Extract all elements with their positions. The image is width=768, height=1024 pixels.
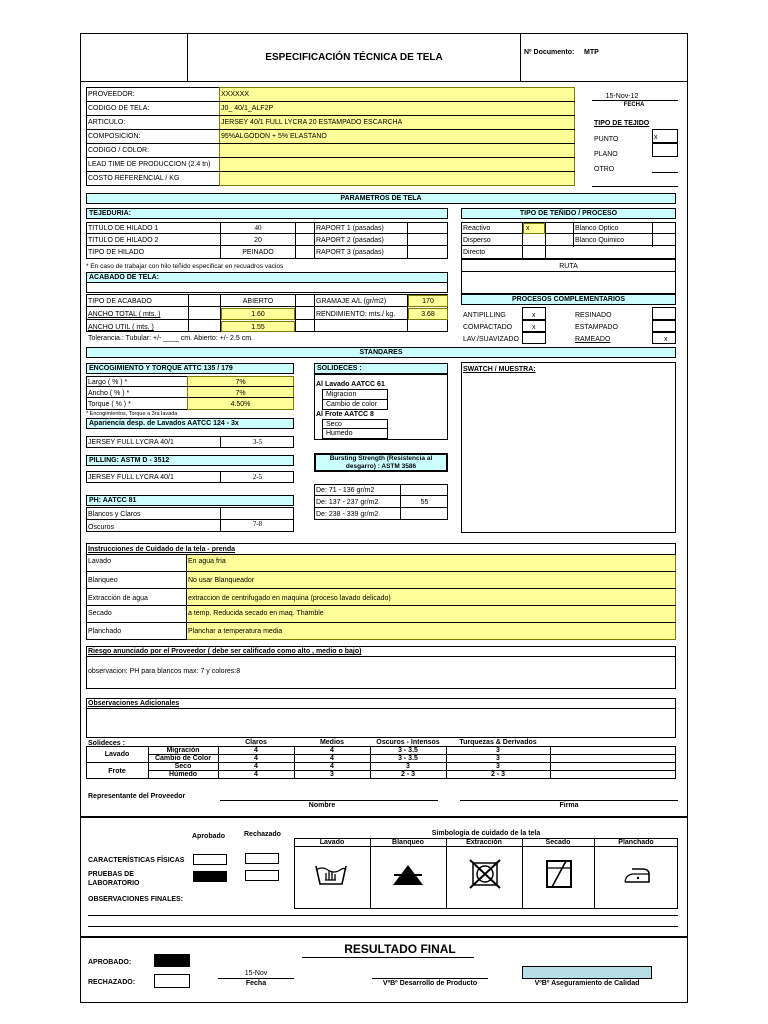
resinado-label: RESINADO <box>575 312 612 319</box>
nombre-label: Nombre <box>308 802 336 809</box>
torque-label: Torque ( % ) * <box>88 401 131 408</box>
punto-mark: x <box>654 134 658 141</box>
ancho-total-label: ANCHO TOTAL ( mts. ) <box>88 311 161 318</box>
acabado-title: ACABADO DE TELA: <box>86 272 448 283</box>
directo-label: Directo <box>463 249 486 256</box>
simb-label-0: Lavado <box>319 839 345 846</box>
caracteristicas-aprobado-box[interactable] <box>193 854 227 865</box>
evaluacion-top-line <box>80 816 688 818</box>
rameado-label: RAMEADO <box>575 336 611 343</box>
fecha-label: FECHA <box>623 102 645 108</box>
simbologia-title: Simbologia de cuidado de la tela <box>431 830 541 837</box>
plano-checkbox[interactable] <box>652 143 678 157</box>
reactivo-mark: x <box>526 225 530 232</box>
no-bleach-icon <box>390 862 426 888</box>
fecha-value[interactable]: 15-Nov-12 <box>605 93 639 100</box>
sol-row-0-v2: 3 - 3.5 <box>398 747 418 754</box>
instrucciones-vline <box>186 554 187 640</box>
sol-row-2-v2: 3 <box>406 763 410 770</box>
caracteristicas-rechazado-box[interactable] <box>245 853 279 864</box>
header-vline-right <box>520 33 521 81</box>
lav-suavizado-checkbox[interactable] <box>522 332 546 344</box>
plano-label: PLANO <box>594 151 618 158</box>
titulo1-value[interactable]: 40 <box>254 224 262 232</box>
tejeduria-title: TEJEDURIA: <box>86 208 448 219</box>
general-row-5 <box>86 143 575 158</box>
drip-dry-icon <box>544 858 574 890</box>
obs-final-line-1 <box>88 915 678 916</box>
titulo2-value[interactable]: 20 <box>254 237 262 244</box>
costo-label: COSTO REFERENCIAL / KG <box>88 175 180 182</box>
sol-header-0: Claros <box>245 739 267 746</box>
estampado-checkbox[interactable] <box>652 320 676 332</box>
instr-label-4: Planchado <box>88 628 122 635</box>
rechazado-col-label: Rechazado <box>244 831 281 838</box>
tenido-row-1 <box>461 222 676 234</box>
encogimiento-note: * Encogimientos, Torque a 3ra lavada <box>86 411 178 417</box>
sol-row-1-v1: 4 <box>330 755 334 762</box>
sol-group-lavado: Lavado <box>104 751 130 758</box>
representante-label: Representante del Proveedor <box>88 793 186 800</box>
acabado-frame <box>86 283 448 293</box>
parametros-title: PARAMETROS DE TELA <box>86 193 676 204</box>
sol-row-3-v2: 2 - 3 <box>400 771 415 778</box>
tenido-row-2 <box>461 234 676 246</box>
punto-label: PUNTO <box>594 136 619 143</box>
simb-vline-3 <box>522 838 523 909</box>
disperso-label: Disperso <box>463 237 491 244</box>
torque-value[interactable]: 4.50% <box>230 401 251 408</box>
rendimiento-label: RENDIMIENTO: mts./ kg. <box>316 311 396 318</box>
riesgo-divider <box>86 656 676 657</box>
resultado-title: RESULTADO FINAL <box>344 942 456 956</box>
al-frote-label: Al Frote AATCC 8 <box>316 411 374 418</box>
titulo1-label: TITULO DE HILADO 1 <box>88 225 159 232</box>
tenido-vline-3 <box>573 222 574 247</box>
simb-label-2: Extracción <box>466 839 502 846</box>
lead-time-label: LEAD TIME DE PRODUCCION (2.4 tn) <box>88 161 211 168</box>
raport3-label: RAPORT 3 (pasadas) <box>316 249 384 256</box>
resultado-rechazado-box[interactable] <box>154 974 190 988</box>
sol-row-2-v0: 4 <box>254 763 258 770</box>
otro-label: OTRO <box>594 166 615 173</box>
tejeduria-vline-4 <box>407 222 408 259</box>
document-number-value: MTP <box>584 49 599 56</box>
apariencia-item: JERSEY FULL LYCRA 40/1 <box>88 439 174 446</box>
pruebas-aprobado-box[interactable] <box>193 871 227 882</box>
blanco-optico-label: Blanco Optico <box>575 225 619 232</box>
cambio-color-label: Cambio de color <box>326 401 377 408</box>
instr-line-1 <box>86 571 676 572</box>
sol-row-1-v0: 4 <box>254 755 258 762</box>
instr-label-0: Lavado <box>88 558 111 565</box>
instr-label-2: Extracción de agua <box>88 595 148 602</box>
riesgo-title: Riesgo anunciado por el Proveedor ( debe ser calificado como alto , medio o bajo) <box>88 648 362 655</box>
proveedor-label: PROVEEDOR: <box>88 91 135 98</box>
sol-row-1-v2: 3 - 3.5 <box>398 755 418 762</box>
instr-value-1[interactable]: No usar Blanqueador <box>188 577 255 584</box>
antipilling-label: ANTIPILLING <box>463 312 506 319</box>
simb-vline-1 <box>370 838 371 909</box>
compactado-mark: x <box>532 324 536 331</box>
procesos-title: PROCESOS COMPLEMENTARIOS <box>461 294 676 305</box>
raport2-label: RAPORT 2 (pasadas) <box>316 237 384 244</box>
codigo-tela-label: CODIGO DE TELA: <box>88 105 150 112</box>
instr-line-3 <box>86 605 676 606</box>
acabado-vline-3 <box>295 294 296 332</box>
acabado-vline-4 <box>314 294 315 332</box>
resultado-rechazado-label: RECHAZADO: <box>88 979 136 986</box>
sol-row-3-v1: 3 <box>330 771 334 778</box>
gramaje-label: GRAMAJE A/L (gr/m2) <box>316 298 387 305</box>
burst-range-3: De: 238 - 339 gr/m2 <box>316 511 379 518</box>
instr-label-1: Blanqueo <box>88 577 118 584</box>
raport1-label: RAPORT 1 (pasadas) <box>316 225 384 232</box>
ruta-label: RUTA <box>559 263 578 270</box>
titulo2-label: TITULO DE HILADO 2 <box>88 237 159 244</box>
instr-line-2 <box>86 588 676 589</box>
proveedor-value[interactable]: XXXXXX <box>221 91 250 98</box>
burst-value-2[interactable]: 55 <box>420 499 429 506</box>
tejido-bottom-line <box>592 186 678 187</box>
sol-row-0-v0: 4 <box>254 747 258 754</box>
ancho-label: Ancho ( % ) * <box>88 390 130 397</box>
rameado-mark: x <box>664 336 668 343</box>
resinado-checkbox[interactable] <box>652 307 676 320</box>
lav-suavizado-label: LAV./SUAVIZADO <box>463 336 519 343</box>
blanco-quimico-label: Blanco Quimico <box>575 237 625 244</box>
ph-value-2[interactable]: 7-8 <box>252 520 263 528</box>
al-lavado-label: Al Lavado AATCC 61 <box>316 381 385 388</box>
riesgo-observacion[interactable]: observacion: PH para blancos max: 7 y colores:8 <box>88 668 241 675</box>
swatch-title: SWATCH / MUESTRA: <box>463 366 536 373</box>
general-row-2 <box>86 101 575 116</box>
sol-vline-6 <box>550 746 551 779</box>
general-row-4 <box>86 129 575 144</box>
pruebas-label: PRUEBAS DE LABORATORIO <box>88 871 140 887</box>
swatch-box <box>461 362 676 533</box>
resultado-top-line <box>80 936 688 938</box>
composicion-label: COMPOSICION: <box>88 133 141 140</box>
header-divider <box>80 81 688 82</box>
rendimiento-value[interactable]: 3.68 <box>421 311 435 318</box>
tejeduria-vline-3 <box>314 222 315 259</box>
simb-vline-2 <box>446 838 447 909</box>
gramaje-value[interactable]: 170 <box>422 298 434 305</box>
resultado-aprobado-label: APROBADO: <box>88 959 132 966</box>
iron-icon <box>622 864 652 886</box>
simb-label-3: Secado <box>545 839 571 846</box>
observaciones-title: Observaciones Adicionales <box>88 700 180 707</box>
resultado-aprobado-box[interactable] <box>154 954 190 967</box>
compactado-label: COMPACTADO <box>463 324 513 331</box>
pilling-value[interactable]: 2-5 <box>252 473 263 481</box>
ancho-util-label: ANCHO UTIL ( mts. ) <box>88 324 154 331</box>
apariencia-title: Apariencia desp. de Lavados AATCC 124 - 3x <box>86 418 294 429</box>
acabado-vline-1 <box>188 294 189 332</box>
instrucciones-title: Instrucciones de Cuidado de la tela - prenda <box>88 546 236 553</box>
ancho-util-value[interactable]: 1.55 <box>251 324 265 331</box>
tejeduria-vline-2 <box>295 222 296 259</box>
obs-final-line-2 <box>88 926 678 927</box>
pruebas-rechazado-box[interactable] <box>245 870 279 881</box>
ruta-divider <box>461 271 676 272</box>
resultado-fecha-value[interactable]: 15-Nov <box>244 970 268 977</box>
resultado-underline <box>302 957 474 958</box>
encogimiento-title: ENCOGIMIENTO Y TORQUE ATTC 135 / 179 <box>86 363 294 374</box>
sol-row-3-v3: 2 - 3 <box>490 771 505 778</box>
tipo-acabado-value[interactable]: ABIERTO <box>242 298 274 305</box>
observaciones-finales-label: OBSERVACIONES FINALES: <box>88 896 184 903</box>
standares-title: STANDARES <box>86 347 676 358</box>
codigo-color-label: CODIGO / COLOR: <box>88 147 150 154</box>
migracion-label: Migracion <box>326 391 357 398</box>
sol-row-3-label: Húmedo <box>169 771 197 778</box>
instr-line-0 <box>86 554 676 555</box>
sol-row-2-v1: 4 <box>330 763 334 770</box>
firma-label: Firma <box>559 802 579 809</box>
tenido-vline-4 <box>652 222 653 247</box>
sol-row-1-v3: 3 <box>496 755 500 762</box>
tenido-vline-2 <box>545 222 546 259</box>
instr-label-3: Secado <box>88 610 112 617</box>
tipo-tejido-label: TIPO DE TEJIDO <box>594 120 650 127</box>
pilling-title: PILLING: ASTM D - 3512 <box>86 455 294 466</box>
codigo-tela-value[interactable]: J0_ 40/1_ALF2P <box>221 105 274 112</box>
tolerancia-text: Tolerancia.: Tubular: +/- ____ cm. Abierto: +/- 2.5 cm. <box>88 335 253 342</box>
vb-calidad-label: VºBº Aseguramiento de Calidad <box>534 980 640 987</box>
vb-calidad-box[interactable] <box>522 966 652 979</box>
bursting-title: Bursting Strength (Resistencia al desgarro) : ASTM 3586 <box>329 455 433 470</box>
sol-header-1: Medios <box>319 739 345 746</box>
instr-value-0[interactable]: En agua fria <box>188 558 226 565</box>
ph-item-1: Blancos y Claros <box>88 511 141 518</box>
humedo-label: Humedo <box>326 430 353 437</box>
page-title: ESPECIFICACIÓN TÉCNICA DE TELA <box>265 52 443 63</box>
articulo-value[interactable]: JERSEY 40/1 FULL LYCRA 20 ESTAMPADO ESCARCHA <box>221 119 403 126</box>
instr-value-2[interactable]: extraccion de centrifugado en maquina (proceso lavado delicado) <box>188 595 391 602</box>
largo-label: Largo ( % ) * <box>88 379 128 386</box>
largo-value[interactable]: 7% <box>235 379 246 386</box>
sol-row-0-label: Migración <box>166 747 200 754</box>
pilling-item: JERSEY FULL LYCRA 40/1 <box>88 474 174 481</box>
sol-row-3-v0: 4 <box>254 771 258 778</box>
ph-item-2: Oscuros <box>88 524 115 531</box>
solideces-table-title: Solideces : <box>88 740 125 747</box>
observaciones-divider <box>86 708 676 709</box>
sol-group-frote: Frote <box>108 768 126 775</box>
articulo-label: ARTICULO: <box>88 119 126 126</box>
seco-label: Seco <box>326 421 342 428</box>
tipo-hilado-value[interactable]: PEINADO <box>242 249 274 256</box>
tipo-hilado-label: TIPO DE HILADO <box>88 249 145 256</box>
instr-line-4 <box>86 622 676 623</box>
instr-value-4[interactable]: Planchar a temperatura media <box>188 628 283 635</box>
aprobado-col-label: Aprobado <box>192 833 226 840</box>
otro-line <box>652 172 678 173</box>
tenido-title: TIPO DE TEÑIDO / PROCESO <box>461 208 676 219</box>
resultado-fecha-label: Fecha <box>245 980 267 987</box>
instr-value-3[interactable]: a temp. Reducida secado en maq. Thamble <box>188 610 324 617</box>
burst-range-2: De: 137 - 237 gr/m2 <box>316 499 379 506</box>
antipilling-mark: x <box>532 312 536 319</box>
ancho-total-value[interactable]: 1.60 <box>251 311 265 318</box>
sol-row-2-label: Seco <box>174 763 192 770</box>
apariencia-value[interactable]: 3-5 <box>252 438 263 446</box>
general-row-1 <box>86 87 575 102</box>
tejeduria-note: * En caso de trabajar con hilo teñido especificar en recuadros vacios <box>86 263 284 270</box>
tipo-acabado-label: TIPO DE ACABADO <box>88 298 152 305</box>
sol-row-0-v1: 4 <box>330 747 334 754</box>
wash-tub-icon <box>314 860 348 888</box>
sol-header-2: Oscuros - Intensos <box>376 739 440 746</box>
no-tumble-dry-icon <box>468 858 502 890</box>
burst-range-1: De: 71 - 136 gr/m2 <box>316 487 375 494</box>
document-number-label: Nº Documento: <box>524 49 575 56</box>
sol-row-1-label: Cambio de Color <box>154 755 211 762</box>
sol-row-0-v3: 3 <box>496 747 500 754</box>
reactivo-label: Reactivo <box>463 225 491 232</box>
vb-desarrollo-label: VºBº Desarrollo de Producto <box>382 980 478 987</box>
simb-vline-4 <box>594 838 595 909</box>
sol-header-3: Turquezas & Derivados <box>459 739 537 746</box>
ph-title: PH: AATCC 81 <box>86 495 294 506</box>
estampado-label: ESTAMPADO <box>575 324 618 331</box>
composicion-value[interactable]: 95%ALGODON + 5% ELASTANO <box>221 133 327 140</box>
ancho-value[interactable]: 7% <box>235 390 246 397</box>
solideces-title: SOLIDECES : <box>314 363 448 374</box>
caracteristicas-label: CARACTERÍSTICAS FÍSICAS <box>88 857 185 864</box>
sol-row-2-v3: 3 <box>496 763 500 770</box>
simb-label-4: Planchado <box>618 839 654 846</box>
simb-label-1: Blanqueo <box>392 839 424 846</box>
